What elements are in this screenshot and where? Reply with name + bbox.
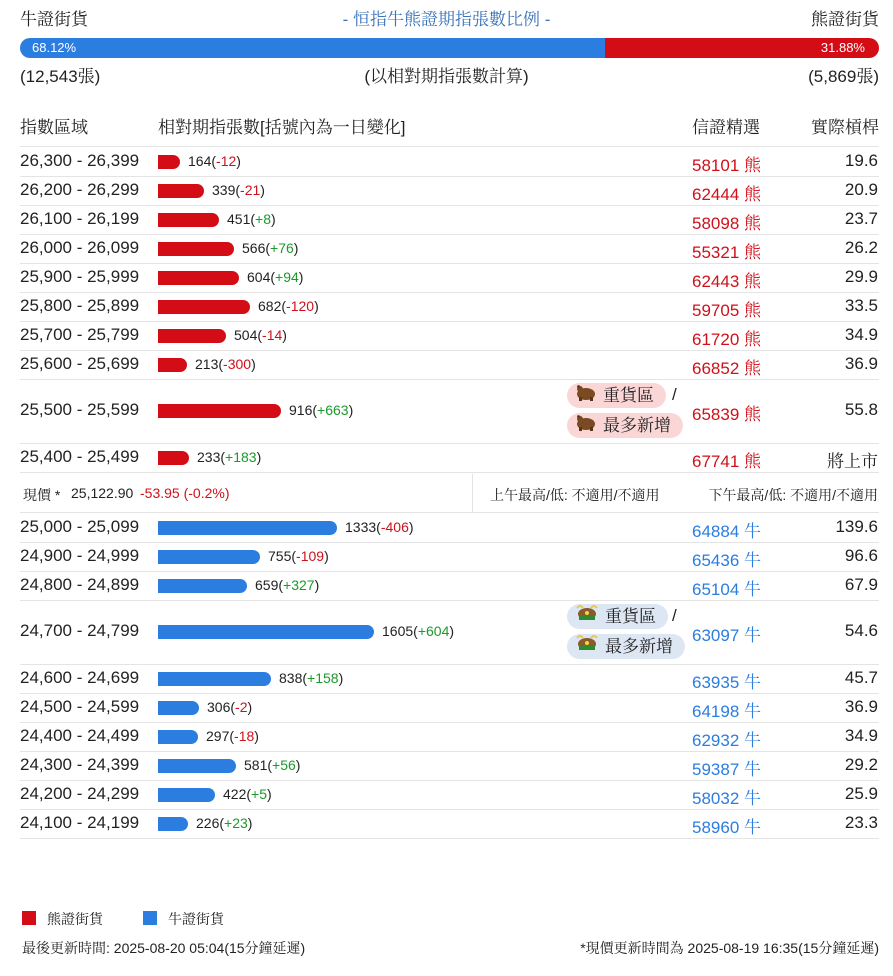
bear-contract-bar	[158, 329, 226, 343]
bear-row	[20, 147, 879, 177]
daily-change: -14	[262, 327, 283, 343]
bear-row	[20, 379, 879, 444]
contract-value: 226	[196, 815, 220, 831]
bear-contract-count: 339(-21)	[212, 182, 265, 198]
contract-value: 297	[206, 728, 230, 744]
bull-leverage: 36.9	[844, 697, 878, 716]
daily-change: -109	[296, 548, 325, 564]
bear-contract-count: 233(+183)	[197, 449, 262, 465]
daily-change: -18	[234, 728, 255, 744]
daily-change: +94	[275, 269, 299, 285]
bull-warrant-code[interactable]: 62932 牛	[692, 731, 761, 750]
daily-change: +663	[317, 402, 349, 418]
bear-leverage: 33.5	[844, 296, 878, 315]
bull-most-new-badge-label: 最多新增	[605, 637, 673, 656]
bear-contract-bar	[158, 242, 234, 256]
daily-change: +8	[255, 211, 271, 227]
bear-warrant-code[interactable]: 59705 熊	[692, 301, 761, 320]
bull-contract-bar	[158, 550, 260, 564]
bear-ratio-segment: 31.88%	[605, 38, 879, 58]
bear-contract-count: 566(+76)	[242, 240, 299, 256]
daily-change: -406	[380, 519, 409, 535]
page-title: - 恒指牛熊證期指張數比例 -	[342, 10, 551, 29]
bull-row	[20, 664, 879, 694]
bear-contract-count: 604(+94)	[247, 269, 304, 285]
bear-contract-count: 682(-120)	[258, 298, 319, 314]
bull-warrant-code[interactable]: 58960 牛	[692, 818, 761, 837]
bear-warrant-code[interactable]: 67741 熊	[692, 452, 761, 471]
bull-range: 25,000 - 25,099	[20, 517, 140, 536]
contract-value: 604	[247, 269, 271, 285]
bear-row	[20, 263, 879, 293]
bear-range: 25,800 - 25,899	[20, 296, 140, 315]
bull-row	[20, 693, 879, 723]
bull-row	[20, 722, 879, 752]
contract-value: 581	[244, 757, 268, 773]
bull-warrant-code[interactable]: 65436 牛	[692, 551, 761, 570]
bear-warrant-code[interactable]: 65839 熊	[692, 405, 761, 424]
bull-range: 24,400 - 24,499	[20, 726, 140, 745]
bear-leverage: 55.8	[844, 400, 878, 419]
bear-contract-bar	[158, 358, 187, 372]
daily-change: +76	[270, 240, 294, 256]
contract-value: 213	[195, 356, 219, 372]
contract-value: 1605	[382, 623, 414, 639]
col-header-range: 指數區域	[20, 118, 88, 137]
bear-contract-count: 916(+663)	[289, 402, 354, 418]
badge-slash: /	[672, 606, 677, 625]
bear-warrant-code[interactable]: 62444 熊	[692, 185, 761, 204]
col-header-leverage: 實際槓桿	[811, 118, 879, 137]
bear-range: 26,300 - 26,399	[20, 151, 140, 170]
bear-contract-bar	[158, 300, 250, 314]
bear-range: 25,600 - 25,699	[20, 354, 140, 373]
bull-leverage: 25.9	[844, 784, 878, 803]
bear-icon	[575, 383, 597, 408]
legend-bull-swatch	[143, 911, 157, 925]
current-price-change: -53.95 (-0.2%)	[140, 485, 230, 501]
bull-contract-bar	[158, 672, 271, 686]
bear-leverage: 29.9	[844, 267, 878, 286]
daily-change: +604	[417, 623, 450, 639]
bear-heavy-zone-badge	[567, 383, 666, 408]
bear-warrant-code[interactable]: 66852 熊	[692, 359, 761, 378]
bear-count: (5,869張)	[808, 67, 879, 86]
legend-bear-swatch	[22, 911, 36, 925]
bull-row	[20, 780, 879, 810]
bear-row	[20, 292, 879, 322]
bull-range: 24,800 - 24,899	[20, 575, 140, 594]
bull-row	[20, 542, 879, 572]
bear-range: 26,200 - 26,299	[20, 180, 140, 199]
bull-leverage: 29.2	[844, 755, 878, 774]
bear-contract-count: 504(-14)	[234, 327, 287, 343]
bear-contract-bar	[158, 451, 189, 465]
bull-icon	[575, 604, 599, 629]
bull-leverage: 67.9	[844, 575, 878, 594]
bear-icon	[575, 413, 597, 438]
bear-leverage: 34.9	[844, 325, 878, 344]
contract-value: 422	[223, 786, 247, 802]
bear-warrant-code[interactable]: 61720 熊	[692, 330, 761, 349]
bull-contract-bar	[158, 579, 247, 593]
bull-ratio-segment: 68.12%	[20, 38, 605, 58]
bear-contract-bar	[158, 155, 180, 169]
bear-leverage: 36.9	[844, 354, 878, 373]
bull-leverage: 34.9	[844, 726, 878, 745]
current-price-row	[20, 474, 879, 513]
bull-contract-count: 838(+158)	[279, 670, 344, 686]
daily-change: -2	[235, 699, 248, 715]
bull-contract-count: 659(+327)	[255, 577, 320, 593]
bull-warrant-code[interactable]: 64884 牛	[692, 522, 761, 541]
contract-value: 659	[255, 577, 279, 593]
bear-range: 25,700 - 25,799	[20, 325, 140, 344]
contract-value: 233	[197, 449, 221, 465]
badge-slash: /	[672, 385, 677, 404]
daily-change: +5	[251, 786, 267, 802]
bull-warrant-code[interactable]: 58032 牛	[692, 789, 761, 808]
contract-value: 682	[258, 298, 282, 314]
bull-contract-bar	[158, 521, 337, 535]
daily-change: +23	[224, 815, 248, 831]
daily-change: -12	[216, 153, 237, 169]
bull-range: 24,100 - 24,199	[20, 813, 140, 832]
bull-contract-bar	[158, 788, 215, 802]
bear-leverage: 將上市	[827, 452, 878, 471]
bear-leverage: 23.7	[844, 209, 878, 228]
bull-count: (12,543張)	[20, 67, 101, 86]
bear-range: 26,100 - 26,199	[20, 209, 140, 228]
bull-row	[20, 513, 879, 543]
bear-warrant-code[interactable]: 62443 熊	[692, 272, 761, 291]
contract-value: 1333	[345, 519, 377, 535]
bull-warrant-code[interactable]: 63935 牛	[692, 673, 761, 692]
bear-range: 26,000 - 26,099	[20, 238, 140, 257]
bull-heavy-zone-badge	[567, 604, 668, 629]
bear-row	[20, 234, 879, 264]
bear-row	[20, 350, 879, 380]
bull-contract-bar	[158, 701, 199, 715]
bull-bear-ratio-bar	[20, 38, 879, 58]
bull-row	[20, 571, 879, 601]
bull-range: 24,500 - 24,599	[20, 697, 140, 716]
bull-icon	[575, 634, 599, 659]
bear-range: 25,500 - 25,599	[20, 400, 140, 419]
pm-high-low: 下午最高/低: 不適用/不適用	[708, 487, 878, 503]
bear-heavy-zone-badge-label: 重貨區	[603, 386, 654, 405]
bull-contract-count: 422(+5)	[223, 786, 272, 802]
daily-change: +327	[283, 577, 315, 593]
bull-contract-count: 581(+56)	[244, 757, 301, 773]
bull-contract-bar	[158, 817, 188, 831]
ratio-note: (以相對期指張數計算)	[364, 67, 529, 86]
bear-leverage: 19.6	[844, 151, 878, 170]
bull-warrant-code[interactable]: 59387 牛	[692, 760, 761, 779]
bull-contract-count: 306(-2)	[207, 699, 253, 715]
contract-value: 164	[188, 153, 212, 169]
bull-most-new-badge	[567, 634, 685, 659]
bear-contract-bar	[158, 184, 204, 198]
legend-bull-label: 牛證街貨	[168, 911, 224, 927]
bull-row	[20, 751, 879, 781]
bear-row	[20, 443, 879, 473]
bull-range: 24,300 - 24,399	[20, 755, 140, 774]
bear-warrant-code[interactable]: 55321 熊	[692, 243, 761, 262]
contract-value: 755	[268, 548, 292, 564]
current-price-value: 25,122.90	[71, 485, 134, 501]
bull-contract-bar	[158, 730, 198, 744]
am-high-low: 上午最高/低: 不適用/不適用	[490, 487, 660, 503]
bear-row	[20, 205, 879, 235]
contract-value: 339	[212, 182, 236, 198]
bear-range: 25,400 - 25,499	[20, 447, 140, 466]
bear-row	[20, 321, 879, 351]
bull-contract-count: 755(-109)	[268, 548, 329, 564]
bear-leverage: 20.9	[844, 180, 878, 199]
bear-contract-bar	[158, 213, 219, 227]
contract-value: 916	[289, 402, 313, 418]
bear-contract-count: 164(-12)	[188, 153, 241, 169]
bear-contract-bar	[158, 271, 239, 285]
bull-warrant-code[interactable]: 63097 牛	[692, 626, 761, 645]
bear-outstanding-title: 熊證街貨	[811, 10, 879, 29]
last-updated: 最後更新時間: 2025-08-20 05:04(15分鐘延遲)	[22, 940, 306, 956]
daily-change: +158	[307, 670, 339, 686]
price-updated: *現價更新時間為 2025-08-19 16:35(15分鐘延遲)	[580, 940, 879, 956]
bear-most-new-badge-label: 最多新增	[603, 416, 671, 435]
contract-value: 838	[279, 670, 303, 686]
bull-range: 24,700 - 24,799	[20, 621, 140, 640]
contract-value: 451	[227, 211, 251, 227]
bull-leverage: 23.3	[844, 813, 878, 832]
daily-change: +56	[272, 757, 296, 773]
bear-contract-count: 213(-300)	[195, 356, 256, 372]
bull-contract-count: 1333(-406)	[345, 519, 414, 535]
bear-range: 25,900 - 25,999	[20, 267, 140, 286]
bull-leverage: 139.6	[835, 517, 878, 536]
daily-change: +183	[225, 449, 257, 465]
bull-contract-count: 226(+23)	[196, 815, 253, 831]
bull-warrant-code[interactable]: 64198 牛	[692, 702, 761, 721]
bull-row	[20, 600, 879, 665]
contract-value: 566	[242, 240, 266, 256]
bull-range: 24,200 - 24,299	[20, 784, 140, 803]
bull-contract-bar	[158, 625, 374, 639]
bull-range: 24,900 - 24,999	[20, 546, 140, 565]
bull-contract-bar	[158, 759, 236, 773]
legend-bear-label: 熊證街貨	[47, 911, 103, 927]
col-header-pick: 信證精選	[692, 118, 760, 137]
bull-leverage: 45.7	[844, 668, 878, 687]
bear-contract-bar	[158, 404, 281, 418]
bull-leverage: 54.6	[844, 621, 878, 640]
contract-value: 306	[207, 699, 231, 715]
col-header-contracts: 相對期指張數[括號內為一日變化]	[158, 118, 406, 137]
bear-contract-count: 451(+8)	[227, 211, 276, 227]
daily-change: -21	[240, 182, 261, 198]
bear-warrant-code[interactable]: 58101 熊	[692, 156, 761, 175]
daily-change: -120	[286, 298, 315, 314]
bull-leverage: 96.6	[844, 546, 878, 565]
bull-outstanding-title: 牛證街貨	[20, 10, 88, 29]
contract-value: 504	[234, 327, 258, 343]
bear-warrant-code[interactable]: 58098 熊	[692, 214, 761, 233]
bull-contract-count: 1605(+604)	[382, 623, 455, 639]
bull-contract-count: 297(-18)	[206, 728, 259, 744]
daily-change: -300	[223, 356, 252, 372]
bull-warrant-code[interactable]: 65104 牛	[692, 580, 761, 599]
bear-row	[20, 176, 879, 206]
bear-most-new-badge	[567, 413, 683, 438]
bull-heavy-zone-badge-label: 重貨區	[605, 607, 656, 626]
bull-row	[20, 809, 879, 839]
current-price-label: 現價 *	[23, 487, 61, 503]
bear-leverage: 26.2	[844, 238, 878, 257]
bull-range: 24,600 - 24,699	[20, 668, 140, 687]
